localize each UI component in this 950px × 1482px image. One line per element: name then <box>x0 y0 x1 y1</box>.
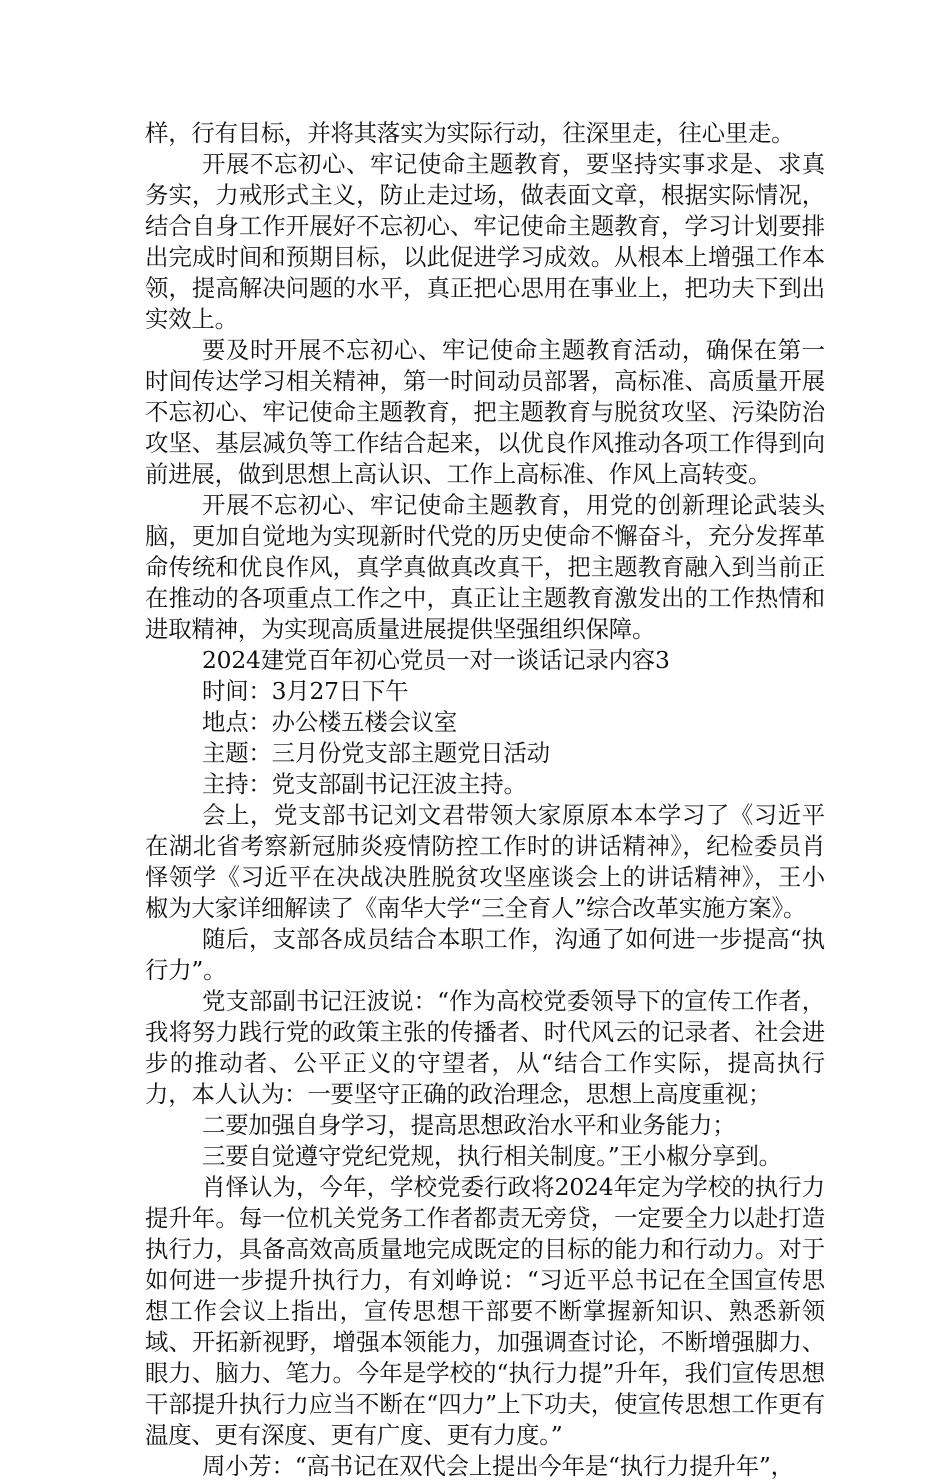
paragraph: 肖怿认为，今年，学校党委行政将2024年定为学校的执行力提升年。每一位机关党务工作者都责无旁贷，一定要全力以赴打造执行力，具备高效高质量地完成既定的目标的能力和行动力。对于如何进一步提升执行力，有刘峥说：“习近平总书记在全国宣传思想工作会议上指出，宣传思想干部要不断掌握新知识、熟悉新领域、开拓新视野，增强本领能力，加强调查讨论，不断增强脚力、眼力、脑力、笔力。今年是学校的“执行力提”升年，我们宣传思想干部提升执行力应当不断在“四力”上下功夫，使宣传思想工作更有温度、更有深度、更有广度、更有力度。” <box>145 1173 825 1449</box>
meeting-time: 时间：3月27日下午 <box>202 677 409 705</box>
paragraph: 随后，支部各成员结合本职工作，沟通了如何进一步提高“执行力”。 <box>145 925 825 984</box>
paragraph: 开展不忘初心、牢记使命主题教育，用党的创新理论武装头脑，更加自觉地为实现新时代党的历史使命不懈奋斗，充分发挥革命传统和优良作风，真学真做真改真干，把主题教育融入到当前正在推动的各项重点工作之中，真正让主题教育激发出的工作热情和进取精神，为实现高质量进展提供坚强组织保障。 <box>145 491 825 643</box>
meeting-host: 主持：党支部副书记汪波主持。 <box>202 770 527 798</box>
section-heading: 2024建党百年初心党员一对一谈话记录内容3 <box>202 646 670 674</box>
paragraph: 要及时开展不忘初心、牢记使命主题教育活动，确保在第一时间传达学习相关精神，第一时间动员部署，高标准、高质量开展不忘初心、牢记使命主题教育，把主题教育与脱贫攻坚、污染防治攻坚、基层减负等工作结合起来，以优良作风推动各项工作得到向前进展，做到思想上高认识、工作上高标准、作风上高转变。 <box>145 336 825 488</box>
meeting-location: 地点：办公楼五楼会议室 <box>202 708 458 736</box>
paragraph: 样，行有目标，并将其落实为实际行动，往深里走，往心里走。 <box>145 119 795 147</box>
document-page <box>145 118 825 1482</box>
paragraph: 开展不忘初心、牢记使命主题教育，要坚持实事求是、求真务实，力戒形式主义，防止走过场，做表面文章，根据实际情况，结合自身工作开展好不忘初心、牢记使命主题教育，学习计划要排出完成时间和预期目标，以此促进学习成效。从根本上增强工作本领，提高解决问题的水平，真正把心思用在事业上，把功夫下到出实效上。 <box>145 150 825 333</box>
paragraph: 二要加强自身学习，提高思想政治水平和业务能力； <box>202 1111 736 1139</box>
paragraph: 周小芳：“高书记在双代会上提出今年是“执行力提升年”， <box>202 1452 794 1480</box>
paragraph: 会上，党支部书记刘文君带领大家原原本本学习了《习近平在湖北省考察新冠肺炎疫情防控工作时的讲话精神》，纪检委员肖怿领学《习近平在决战决胜脱贫攻坚座谈会上的讲话精神》，王小椒为大家详细解读了《南华大学“三全育人”综合改革实施方案》。 <box>145 801 825 922</box>
paragraph: 党支部副书记汪波说：“作为高校党委领导下的宣传工作者，我将努力践行党的政策主张的传播者、时代风云的记录者、社会进步的推动者、公平正义的守望者，从“结合工作实际，提高执行力，本人认为：一要坚守正确的政治理念，思想上高度重视； <box>145 987 825 1108</box>
meeting-topic: 主题：三月份党支部主题党日活动 <box>202 739 550 767</box>
paragraph: 三要自觉遵守党纪党规，执行相关制度。”王小椒分享到。 <box>202 1142 782 1170</box>
